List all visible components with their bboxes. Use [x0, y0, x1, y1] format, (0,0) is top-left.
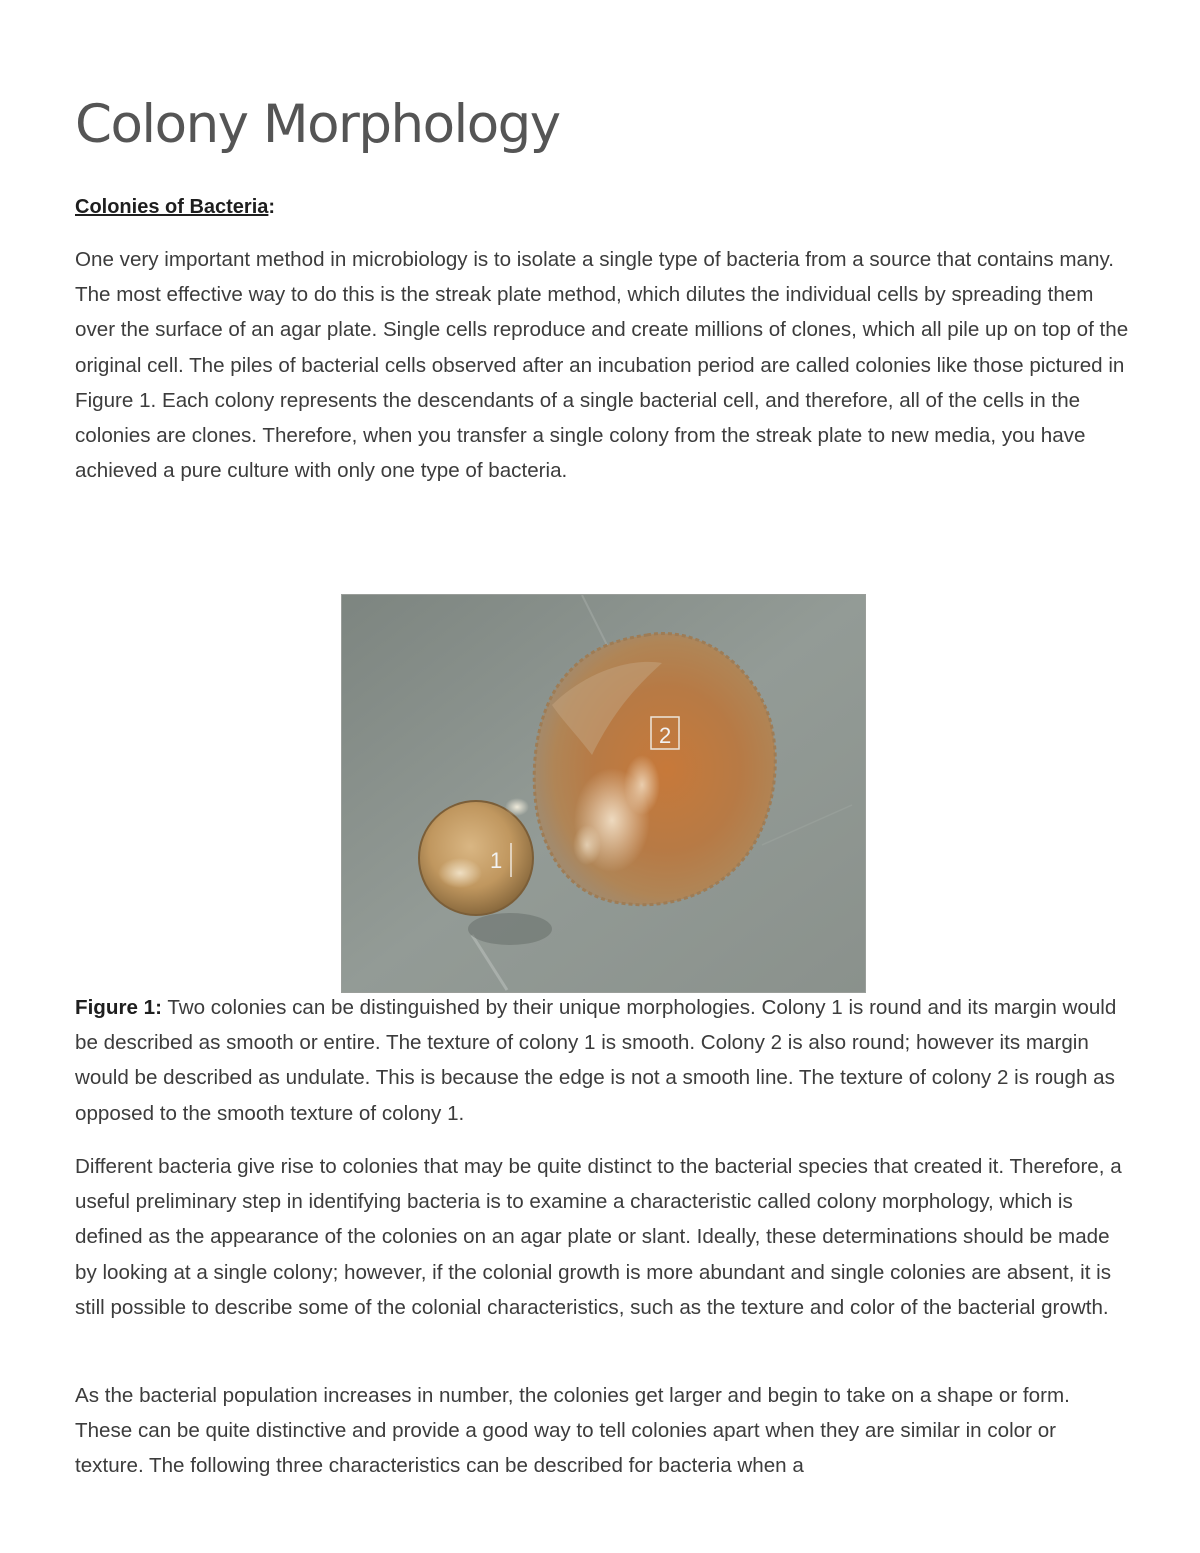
marker-1-label: 1: [490, 848, 503, 873]
figure-1-caption: [75, 990, 1130, 1131]
colony-photo: [342, 595, 865, 992]
figure-caption-text: Two colonies can be distinguished by their unique morphologies. Colony 1 is round and its margin would be described as smooth or entire. The texture of colony 1 is smooth. Colony 2 is also round; however its margin would be described as undulate. This is because the edge is not a smooth line. The texture of colony 2 is rough as opposed to the smooth texture of colony 1.: [75, 996, 1117, 1125]
paragraph-population: As the bacterial population increases in number, the colonies get larger and begin to take on a shape or form. These can be quite distinctive and provide a good way to tell colonies apart when they are similar in color or texture. The following three characteristics can be described for bacteria when a: [75, 1384, 1070, 1478]
page-title: Colony Morphology: [75, 94, 560, 155]
section-heading-colon: :: [268, 196, 276, 218]
section-heading: [75, 193, 275, 221]
paragraph-intro: One very important method in microbiology is to isolate a single type of bacteria from a source that contains many. The most effective way to do this is the streak plate method, which dilutes the individual cells by spreading them over the surface of an agar plate. Single cells reproduce and create millions of clones, which all pile up on top of the original cell. The piles of bacterial cells observed after an incubation period are called colonies like those pictured in Figure 1. Each colony represents the descendants of a single bacterial cell, and therefore, all of the cells in the colonies are clones. Therefore, when you transfer a single colony from the streak plate to new media, you have achieved a pure culture with only one type of bacteria.: [75, 248, 1129, 483]
paragraph-morphology: Different bacteria give rise to colonies that may be quite distinct to the bacterial species that created it. Therefore, a useful preliminary step in identifying bacteria is to examine a characteristic called colony morphology, which is defined as the appearance of the colonies on an agar plate or slant. Ideally, these determinations should be made by looking at a single colony; however, if the colonial growth is more abundant and single colonies are absent, it is still possible to describe some of the colonial characteristics, such as the texture and color of the bacterial growth.: [75, 1155, 1122, 1319]
figure-caption-label: Figure 1:: [75, 996, 162, 1019]
marker-2-label: 2: [659, 723, 672, 748]
colony-1-shape: [419, 801, 533, 915]
section-heading-text: Colonies of Bacteria: [75, 196, 269, 218]
figure-1-image: [341, 594, 866, 993]
